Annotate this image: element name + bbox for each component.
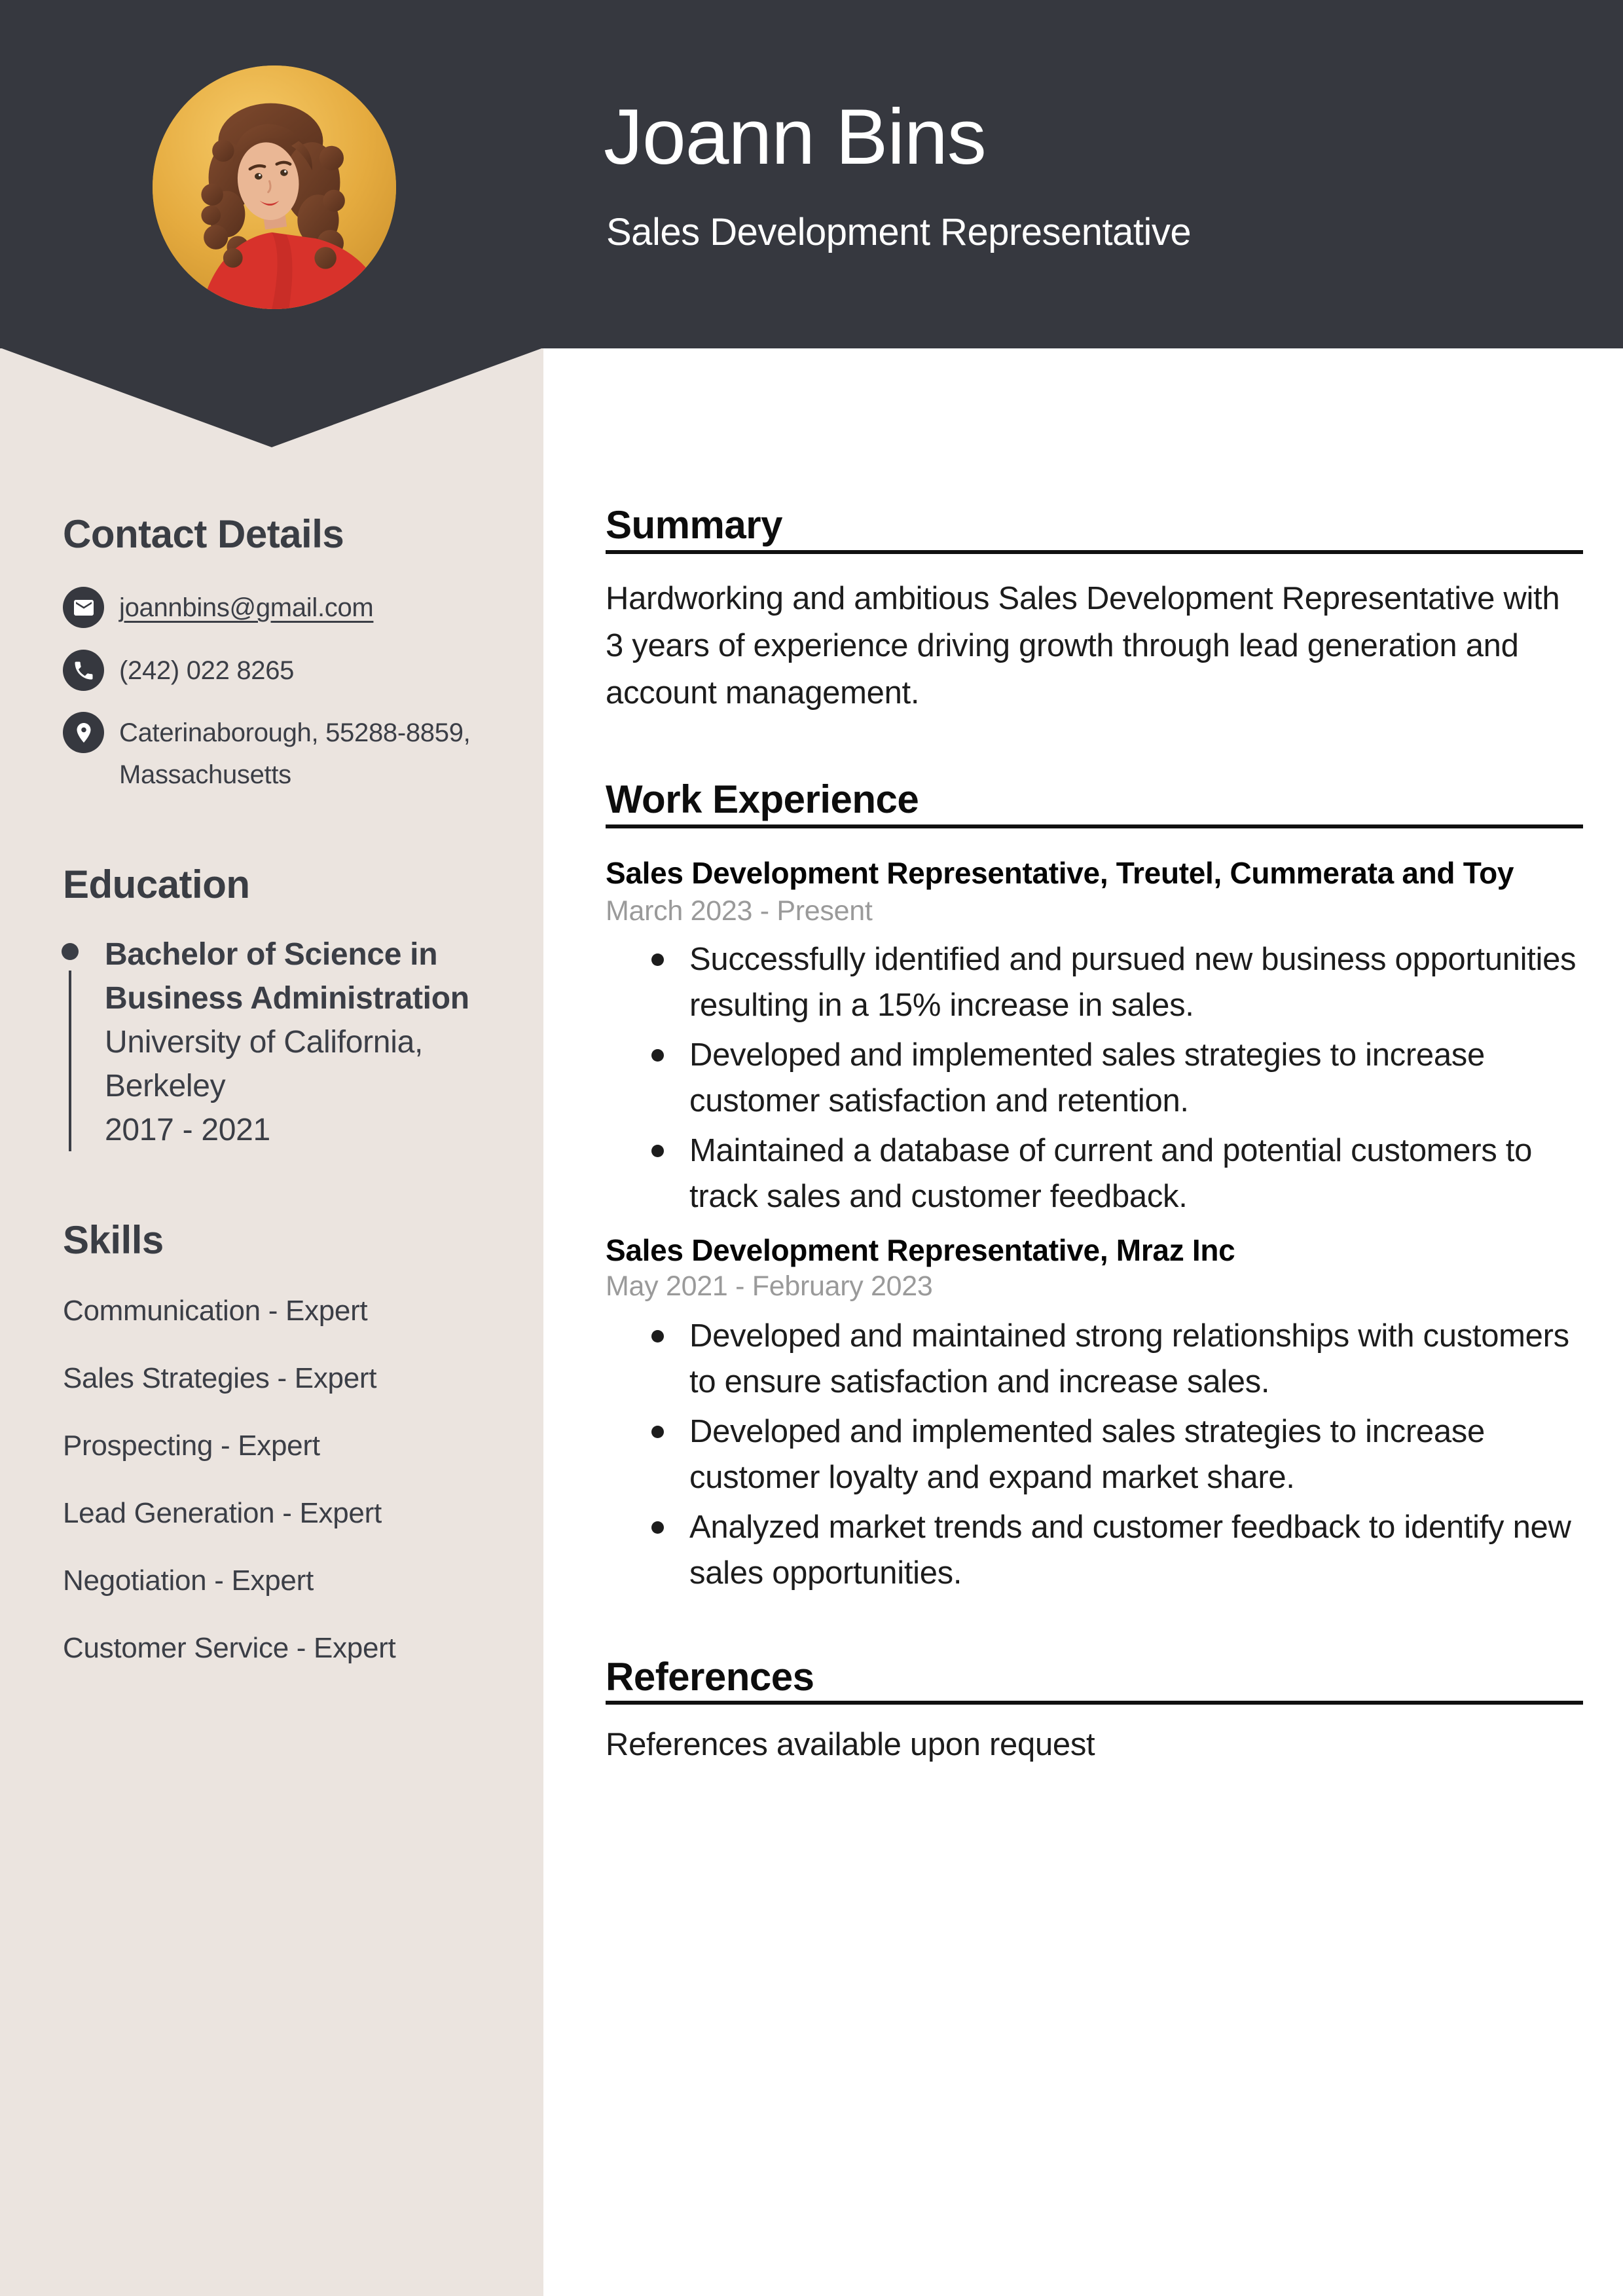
education-dates: 2017 - 2021 bbox=[105, 1113, 270, 1147]
summary-divider bbox=[606, 550, 1583, 554]
job-bullet: Developed and implemented sales strategies to increase customer satisfaction and retention. bbox=[606, 1032, 1583, 1124]
skill-item: Negotiation - Expert bbox=[63, 1565, 314, 1597]
skill-item: Customer Service - Expert bbox=[63, 1632, 396, 1664]
header-chevron-shape bbox=[0, 348, 543, 447]
education-entry bbox=[105, 933, 517, 1152]
skill-item: Lead Generation - Expert bbox=[63, 1497, 382, 1529]
education-timeline-dot bbox=[62, 943, 79, 960]
address-line2: Massachusetts bbox=[119, 760, 291, 789]
skills-heading: Skills bbox=[63, 1218, 164, 1262]
job-dates: May 2021 - February 2023 bbox=[606, 1270, 933, 1302]
education-degree: Bachelor of Science in Business Administration bbox=[105, 937, 469, 1016]
job-bullet: Developed and implemented sales strategies to increase customer loyalty and expand market share. bbox=[606, 1409, 1583, 1500]
references-divider bbox=[606, 1701, 1583, 1705]
email-icon bbox=[63, 587, 104, 628]
job-title: Sales Development Representative, Treutel, Cummerata and Toy bbox=[606, 856, 1514, 890]
education-timeline-line bbox=[69, 971, 71, 1151]
work-experience-heading: Work Experience bbox=[606, 777, 919, 821]
job-bullet: Successfully identified and pursued new business opportunities resulting in a 15% increase in sales. bbox=[606, 936, 1583, 1028]
email-link[interactable]: joannbins@gmail.com bbox=[119, 593, 374, 622]
job-title: Sales Development Representative, Mraz Inc bbox=[606, 1233, 1235, 1267]
skill-item: Prospecting - Expert bbox=[63, 1430, 320, 1462]
work-experience-divider bbox=[606, 824, 1583, 828]
phone-value: (242) 022 8265 bbox=[119, 656, 295, 685]
job-bullet: Maintained a database of current and potential customers to track sales and customer feedback. bbox=[606, 1128, 1583, 1219]
phone-icon bbox=[63, 650, 104, 691]
location-icon bbox=[63, 712, 104, 753]
education-school: University of California, Berkeley bbox=[105, 1025, 424, 1103]
contact-row-email bbox=[63, 587, 495, 629]
summary-heading: Summary bbox=[606, 503, 782, 547]
contact-row-address bbox=[63, 712, 495, 796]
profile-photo-illustration bbox=[153, 65, 396, 309]
references-heading: References bbox=[606, 1655, 814, 1699]
job-bullet: Developed and maintained strong relationships with customers to ensure satisfaction and increase sales. bbox=[606, 1313, 1583, 1405]
references-text: References available upon request bbox=[606, 1727, 1095, 1762]
skill-item: Sales Strategies - Expert bbox=[63, 1362, 377, 1394]
job-bullet-list bbox=[606, 936, 1583, 1223]
job-bullet: Analyzed market trends and customer feedback to identify new sales opportunities. bbox=[606, 1504, 1583, 1596]
summary-text: Hardworking and ambitious Sales Development Representative with 3 years of experience driving growth through lead generation and account management. bbox=[606, 581, 1560, 711]
skill-item: Communication - Expert bbox=[63, 1295, 368, 1327]
job-bullet-list bbox=[606, 1313, 1583, 1600]
candidate-name: Joann Bins bbox=[604, 93, 986, 181]
avatar bbox=[153, 65, 396, 309]
contact-details-heading: Contact Details bbox=[63, 512, 344, 556]
education-heading: Education bbox=[63, 862, 250, 906]
contact-row-phone bbox=[63, 650, 495, 692]
address-value bbox=[119, 712, 470, 796]
address-line1: Caterinaborough, 55288-8859, bbox=[119, 718, 471, 747]
candidate-job-title: Sales Development Representative bbox=[606, 211, 1192, 253]
job-dates: March 2023 - Present bbox=[606, 895, 873, 927]
